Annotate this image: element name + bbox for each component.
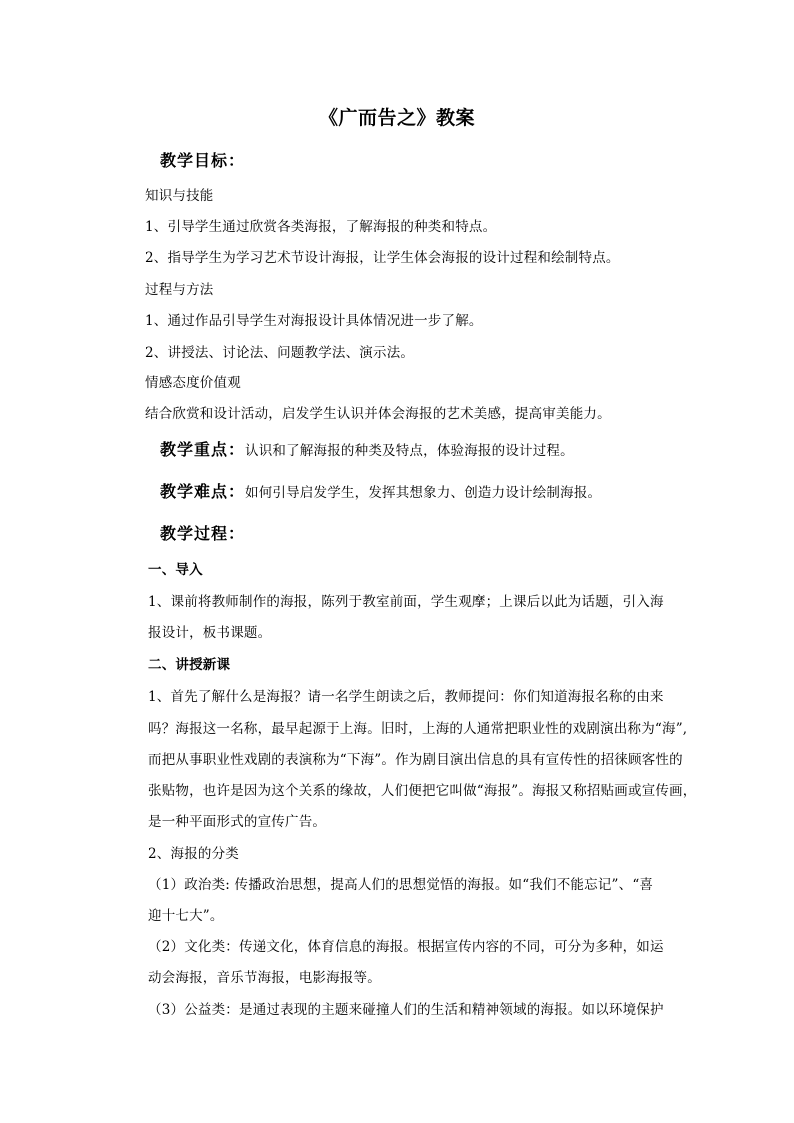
key-points-heading: 教学重点：	[160, 440, 246, 459]
class-cultural-line-2: 动会海报，音乐节海报，电影海报等。	[148, 970, 381, 986]
class-political-line-1: （1）政治类: 传播政治思想，提高人们的思想觉悟的海报。如“我们不能忘记”、“喜	[148, 877, 654, 893]
difficulties-text: 如何引导启发学生，发挥其想象力、创造力设计绘制海报。	[245, 485, 602, 501]
process-method-label: 过程与方法	[145, 282, 214, 298]
difficulties	[160, 483, 601, 502]
knowledge-item-1: 1、引导学生通过欣赏各类海报，了解海报的种类和特点。	[145, 219, 497, 235]
class-political-line-2: 迎十七大”。	[148, 908, 224, 924]
knowledge-label: 知识与技能	[145, 188, 214, 204]
key-points	[160, 441, 574, 460]
class-cultural-line-1: （2）文化类：传递文化，体育信息的海报。根据宣传内容的不同，可分为多种，如运	[148, 939, 664, 955]
poster-origin-line-1: 1、首先了解什么是海报？请一名学生朗读之后，教师提问：你们知道海报名称的由来	[148, 689, 664, 705]
class-public-welfare-line-1: （3）公益类：是通过表现的主题来碰撞人们的生活和精神领域的海报。如以环境保护	[148, 1002, 664, 1018]
section-intro-paragraph-line-2: 报设计，板书课题。	[148, 625, 272, 641]
emotion-label: 情感态度价值观	[145, 375, 241, 391]
poster-origin-line-4: 张贴物，也许是因为这个关系的缘故，人们便把它叫做“海报”。海报又称招贴画或宣传画，	[148, 783, 697, 799]
process-method-item-2: 2、讲授法、讨论法、问题教学法、演示法。	[145, 345, 415, 361]
process-method-item-1: 1、通过作品引导学生对海报设计具体情况进一步了解。	[145, 313, 483, 329]
poster-origin-line-2: 吗？海报这一名称，最早起源于上海。旧时，上海的人通常把职业性的戏剧演出称为“海”,	[148, 721, 688, 737]
section-intro-paragraph-line-1: 1、课前将教师制作的海报，陈列于教室前面，学生观摩；上课后以此为话题，引入海	[148, 594, 664, 610]
document-title: 《广而告之》教案	[318, 107, 475, 129]
objectives-heading: 教学目标：	[160, 151, 246, 170]
knowledge-item-2: 2、指导学生为学习艺术节设计海报，让学生体会海报的设计过程和绘制特点。	[145, 250, 620, 266]
section-new-lesson-title: 二、讲授新课	[148, 657, 231, 673]
poster-origin-line-3: 而把从事职业性戏剧的表演称为“下海”。作为剧目演出信息的具有宣传性的招徕顾客性的	[148, 752, 683, 768]
section-intro-title: 一、导入	[148, 562, 203, 578]
poster-classification-heading: 2、海报的分类	[148, 846, 239, 862]
key-points-text: 认识和了解海报的种类及特点，体验海报的设计过程。	[245, 443, 574, 459]
poster-origin-line-5: 是一种平面形式的宣传广告。	[148, 814, 327, 830]
difficulties-heading: 教学难点：	[160, 482, 246, 501]
teaching-process-heading: 教学过程：	[160, 524, 246, 543]
emotion-item-1: 结合欣赏和设计活动，启发学生认识并体会海报的艺术美感，提高审美能力。	[145, 406, 611, 422]
